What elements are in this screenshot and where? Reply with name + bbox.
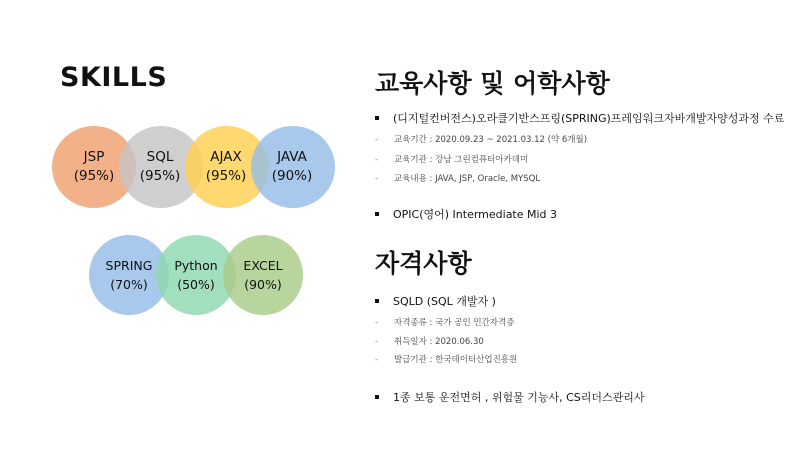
skill-name: Python [174,258,218,273]
skill-name: AJAX [210,149,242,165]
course-item: (디지털컨버전스)오라클기반스프링(SPRING)프레임워크자바개발자양성과정 수료 [375,110,784,126]
skill-name: JSP [83,149,105,165]
skill-percent: (70%) [110,277,148,292]
sqld-item: SQLD (SQL 개발자 ) [375,293,496,309]
bullet-icon [375,116,379,120]
bullet-icon [375,212,379,216]
other-certs-item: 1종 보통 운전면허 , 위험물 기능사, CS리더스관리사 [375,389,645,405]
course-detail-institution: - 교육기관 : 강남 그린컴퓨터아카데미 [375,155,529,165]
skill-label-ajax [188,148,264,186]
certs-title: 자격사항 [375,249,472,278]
language-item: OPIC(영어) Intermediate Mid 3 [375,206,557,222]
skill-percent: (95%) [73,168,115,184]
bullet-icon [375,299,379,303]
skill-name: SQL [146,149,174,165]
course-detail-content: - 교육내용 : JAVA, JSP, Oracle, MYSQL [375,174,541,184]
skill-percent: (95%) [139,168,181,184]
skill-label-spring [91,256,167,294]
skill-percent: (95%) [205,168,247,184]
skill-name: JAVA [277,149,307,165]
sqld-detail-type: - 자격종류 : 국가 공인 민간자격증 [375,318,515,328]
bullet-icon [375,395,379,399]
education-title: 교육사항 및 어학사항 [375,69,610,98]
skill-percent: (90%) [244,277,282,292]
course-detail-period: - 교육기간 : 2020.09.23 ~ 2021.03.12 (약 6개월) [375,135,588,145]
skill-name: SPRING [105,258,153,273]
skills-title: SKILLS [60,62,168,93]
skill-percent: (90%) [271,168,313,184]
skill-label-jsp [56,148,132,186]
skill-name: EXCEL [243,258,283,273]
sqld-detail-date: - 취득일자 : 2020.06.30 [375,337,484,347]
skill-label-sql [122,148,198,186]
skill-percent: (50%) [177,277,215,292]
skill-label-java [254,148,330,186]
skill-label-excel [225,256,301,294]
sqld-detail-issuer: - 발급기관 : 한국데이터산업진흥원 [375,355,518,365]
skill-label-python [158,256,234,294]
